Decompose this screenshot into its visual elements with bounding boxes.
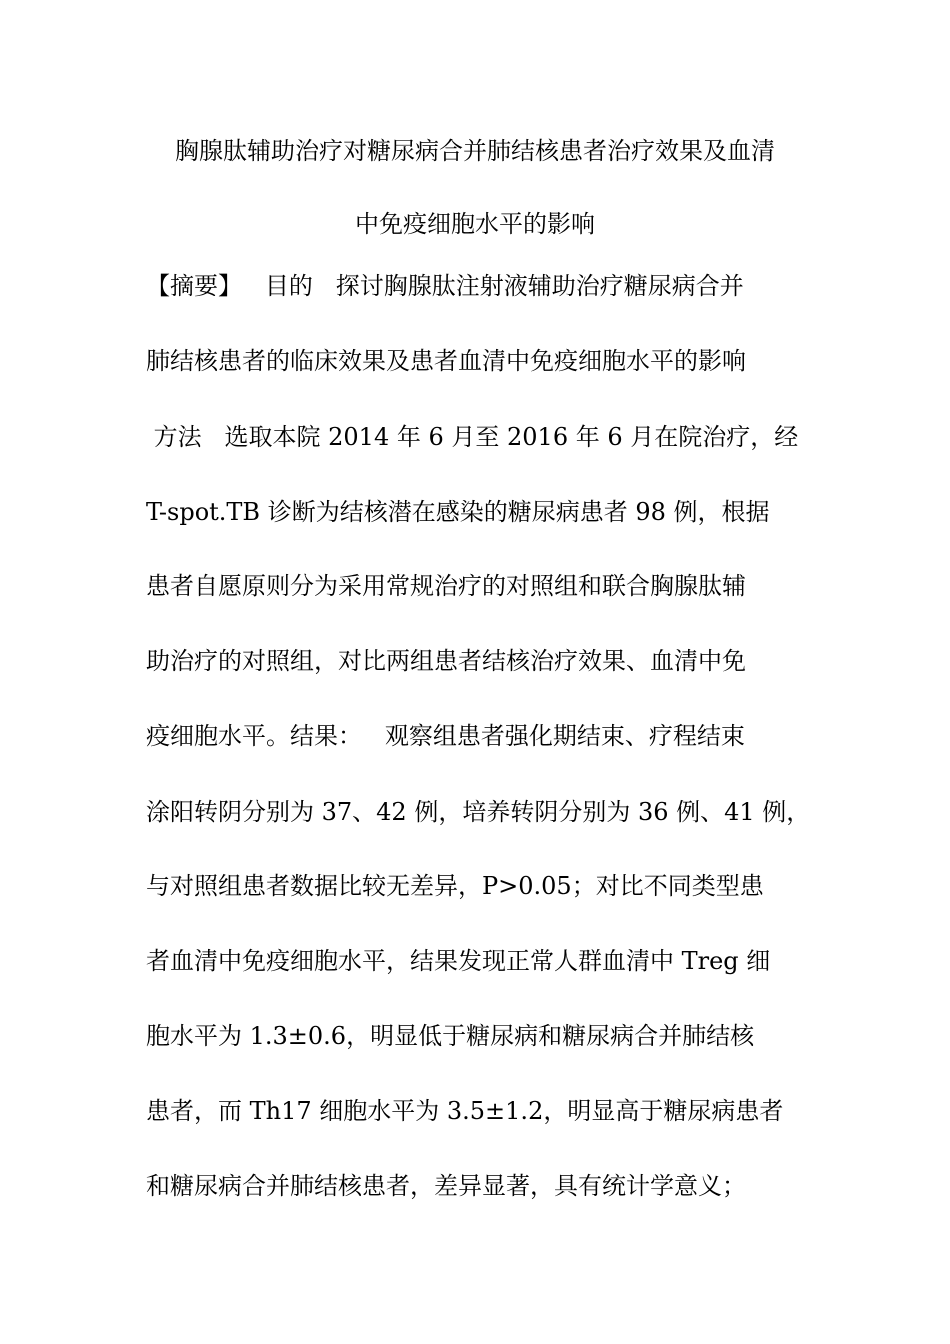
abstract-line-4: T-spot.TB 诊断为结核潜在感染的糖尿病患者 98 例，根据 — [146, 498, 770, 526]
abstract-line-11: 胞水平为 1.3±0.6，明显低于糖尿病和糖尿病合并肺结核 — [146, 1022, 755, 1050]
abstract-line-2: 肺结核患者的临床效果及患者血清中免疫细胞水平的影响 — [146, 347, 746, 375]
abstract-line-13: 和糖尿病合并肺结核患者，差异显著，具有统计学意义； — [146, 1172, 746, 1200]
abstract-line-1: 【摘要】 目的 探讨胸腺肽注射液辅助治疗糖尿病合并 — [146, 272, 744, 300]
title-line-2: 中免疫细胞水平的影响 — [355, 210, 595, 238]
abstract-line-3: 方法 选取本院 2014 年 6 月至 2016 年 6 月在院治疗，经 — [146, 423, 799, 451]
abstract-line-9: 与对照组患者数据比较无差异，P>0.05；对比不同类型患 — [146, 872, 764, 900]
title-line-1: 胸腺肽辅助治疗对糖尿病合并肺结核患者治疗效果及血清 — [175, 137, 775, 165]
abstract-line-10: 者血清中免疫细胞水平，结果发现正常人群血清中 Treg 细 — [146, 947, 771, 975]
abstract-line-8: 涂阳转阴分别为 37、42 例，培养转阴分别为 36 例、41 例， — [146, 798, 811, 826]
abstract-line-6: 助治疗的对照组，对比两组患者结核治疗效果、血清中免 — [146, 647, 746, 675]
abstract-line-7: 疫细胞水平。结果： 观察组患者强化期结束、疗程结束 — [146, 722, 745, 750]
abstract-line-12: 患者，而 Th17 细胞水平为 3.5±1.2，明显高于糖尿病患者 — [146, 1097, 784, 1125]
abstract-line-5: 患者自愿原则分为采用常规治疗的对照组和联合胸腺肽辅 — [146, 572, 746, 600]
